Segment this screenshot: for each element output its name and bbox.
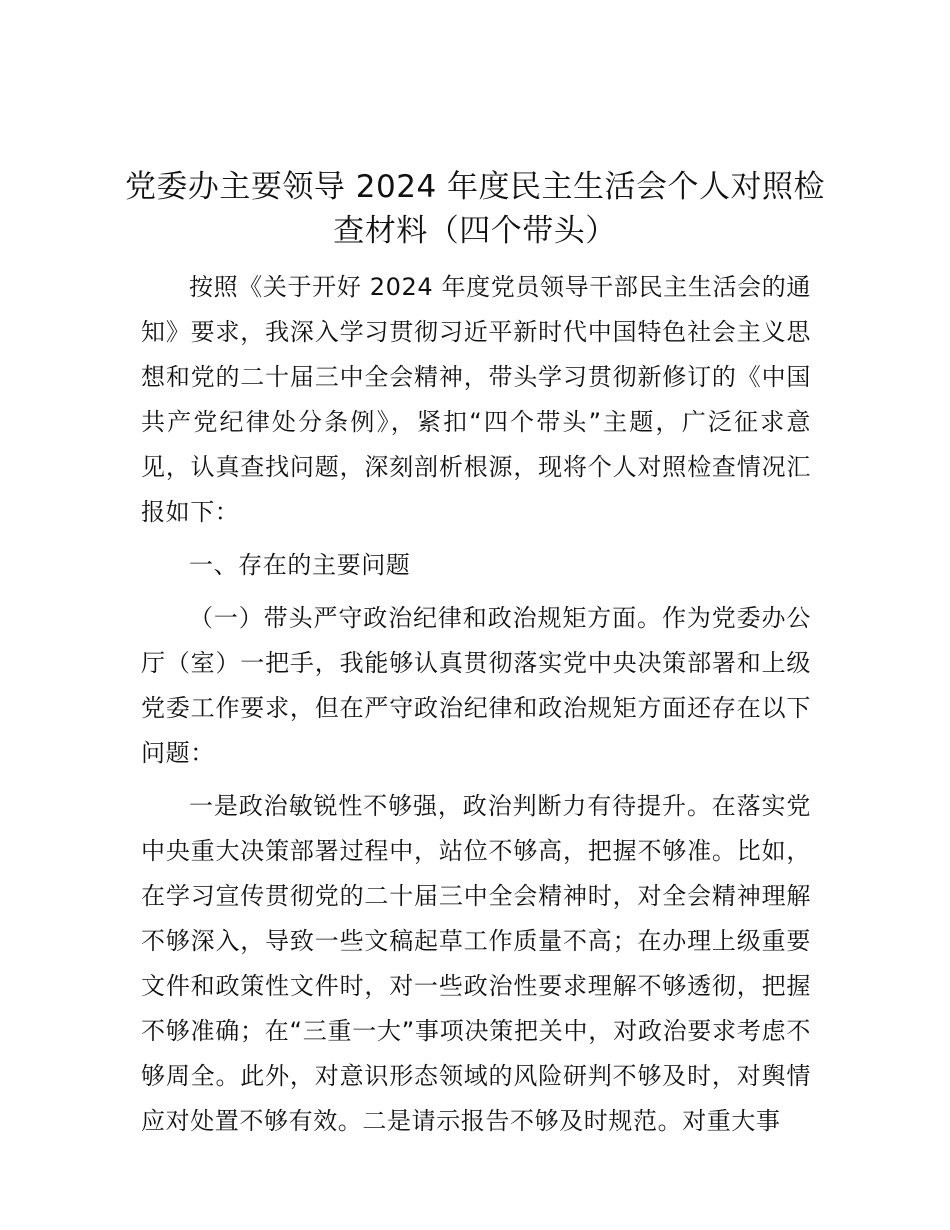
document-body [141, 265, 811, 1144]
problem-paragraph: 一是政治敏锐性不够强，政治判断力有待提升。在落实党中央重大决策部署过程中，站位不够高，把握不够准。比如，在学习宣传贯彻党的二十届三中全会精神时，对全会精神理解不够深入，导致一些文稿起草工作质量不高；在办理上级重要文件和政策性文件时，对一些政治性要求理解不够透彻，把握不够准确；在“三重一大”事项决策把关中，对政治要求考虑不够周全。此外，对意识形态领域的风险研判不够及时，对舆情应对处置不够有效。二是请示报告不够及时规范。对重大事 [141, 792, 811, 1135]
section-heading: 一、存在的主要问题 [189, 551, 411, 579]
subsection-paragraph: （一）带头严守政治纪律和政治规矩方面。作为党委办公厅（室）一把手，我能够认真贯彻落实党中央决策部署和上级党委工作要求，但在严守政治纪律和政治规矩方面还存在以下问题： [141, 604, 811, 767]
document-title: 党委办主要领导 2024 年度民主生活会个人对照检查材料（四个带头） [124, 169, 826, 249]
intro-paragraph: 按照《关于开好 2024 年度党员领导干部民主生活会的通知》要求，我深入学习贯彻习近平新时代中国特色社会主义思想和党的二十届三中全会精神，带头学习贯彻新修订的《中国共产党纪律处分条例》，紧扣“四个带头”主题，广泛征求意见，认真查找问题，深刻剖析根源，现将个人对照检查情况汇报如下： [141, 273, 811, 526]
